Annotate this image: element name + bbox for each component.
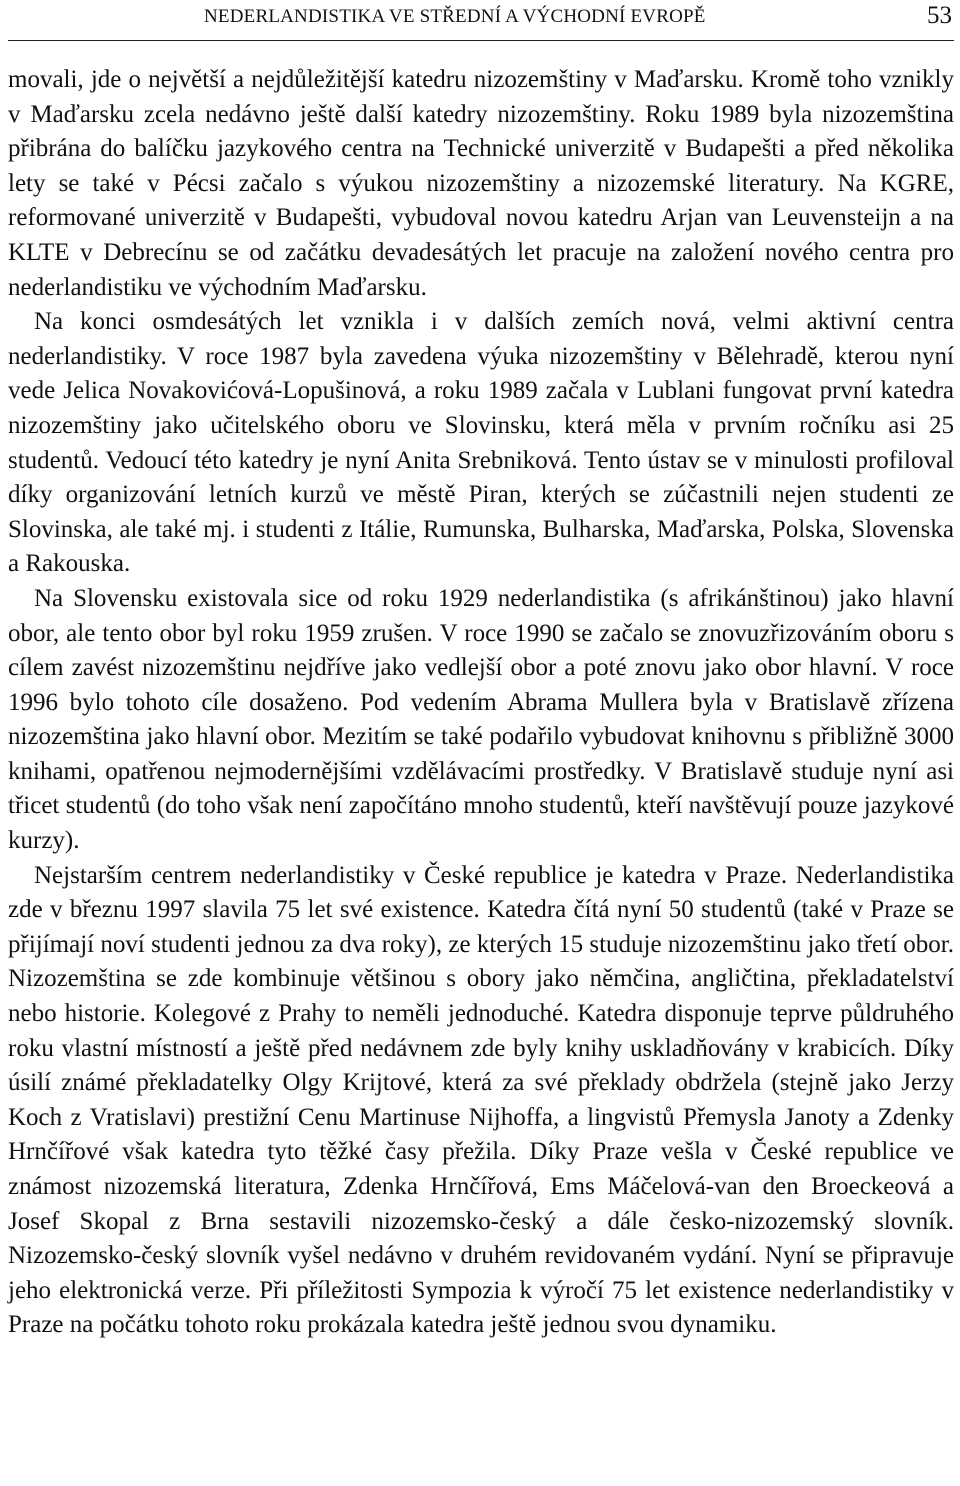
running-header [8,0,954,41]
page-number: 53 [927,2,952,29]
paragraph-slovakia: Na Slovensku existovala sice od roku 1929 nederlandistika (s afrikánštinou) jako hlavní obor, ale tento obor byl roku 1959 zrušen. V roce 1990 se začalo se znovuzřizováním oboru s cílem zavést nizozemštinu nejdříve jako vedlejší obor a poté znovu jako obor hlavní. V roce 1996 bylo tohoto cíle dosaženo. Pod vedením Abrama Mullera byla v Bratislavě zřízena nizozemština jako hlavní obor. Mezitím se také podařilo vybudovat knihovnu s přibližně 3000 knihami, opatřenou nejmodernějšími vzdělávacími prostředky. V Bratislavě studuje nyní asi třicet studentů (do toho však není započítáno mnoho studentů, kteří navštěvují pouze jazykové kurzy). [8,584,954,855]
book-page [8,0,954,1486]
running-header-title: NEDERLANDISTIKA VE STŘEDNÍ A VÝCHODNÍ EVROPĚ [204,6,706,27]
paragraph-hungary: movali, jde o největší a nejdůležitější katedru nizozemštiny v Maďarsku. Kromě toho vznikly v Maďarsku zcela nedávno ještě další katedry nizozemštiny. Roku 1989 byla nizozemština přibrána do balíčku jazykového centra na Technické univerzitě v Budapešti a před několika lety se také v Pécsi začalo s výukou nizozemštiny a nizozemské literatury. Na KGRE, reformované univerzitě v Budapešti, vybudoval novou katedru Arjan van Leuvensteijn a na KLTE v Debrecínu se od začátku devadesátých let pracuje na založení nového centra pro nederlandistiku ve východním Maďarsku. [8,66,954,301]
body-text [8,63,954,1343]
paragraph-other-countries: Na konci osmdesátých let vznikla i v dalších zemích nová, velmi aktivní centra nederlandistiky. V roce 1987 byla zavedena výuka nizozemštiny v Bělehradě, kterou nyní vede Jelica Novakovićová-Lopušinová, a roku 1989 začala v Lublani fungovat první katedra nizozemštiny jako učitelského oboru ve Slovinsku, která měla v prvním ročníku asi 25 studentů. Vedoucí této katedry je nyní Anita Srebniková. Tento ústav se v minulosti profiloval díky organizování letních kurzů ve městě Piran, kterých se zúčastnili nejen studenti ze Slovinska, ale také mj. i studenti z Itálie, Rumunska, Bulharska, Maďarska, Polska, Slovenska a Rakouska. [8,308,954,578]
paragraph-czech-republic: Nejstarším centrem nederlandistiky v České republice je katedra v Praze. Nederlandistika zde v březnu 1997 slavila 75 let své existence. Katedra čítá nyní 50 studentů (také v Praze se přijímají noví studenti jednou za dva roky), ze kterých 15 studuje nizozemštinu jako třetí obor. Nizozemština se zde kombinuje většinou s obory jako němčina, angličtina, překladatelství nebo historie. Kolegové z Prahy to neměli jednoduché. Katedra disponuje teprve půldruhého roku vlastní místností a ještě před nedávnem zde byly knihy uskladňovány v krabicích. Díky úsilí známé překladatelky Olgy Krijtové, která za své překlady obdržela (stejně jako Jerzy Koch z Vratislavi) prestižní Cenu Martinuse Nijhoffa, a lingvistů Přemysla Janoty a Zdenky Hrnčířové však katedra tyto těžké časy přežila. Díky Praze vešla v České republice ve známost nizozemská literatura, Zdenka Hrnčířová, Ems Máčelová-van den Broeckeová a Josef Skopal z Brna sestavili nizozemsko-český a dále česko-nizozemský slovník. Nizozemsko-český slovník vyšel nedávno v druhém revidovaném vydání. Nyní se připravuje jeho elektronická verze. Při příležitosti Sympozia k výročí 75 let existence nederlandistiky v Praze na počátku tohoto roku prokázala katedra ještě jednou svou dynamiku. [8,861,954,1339]
